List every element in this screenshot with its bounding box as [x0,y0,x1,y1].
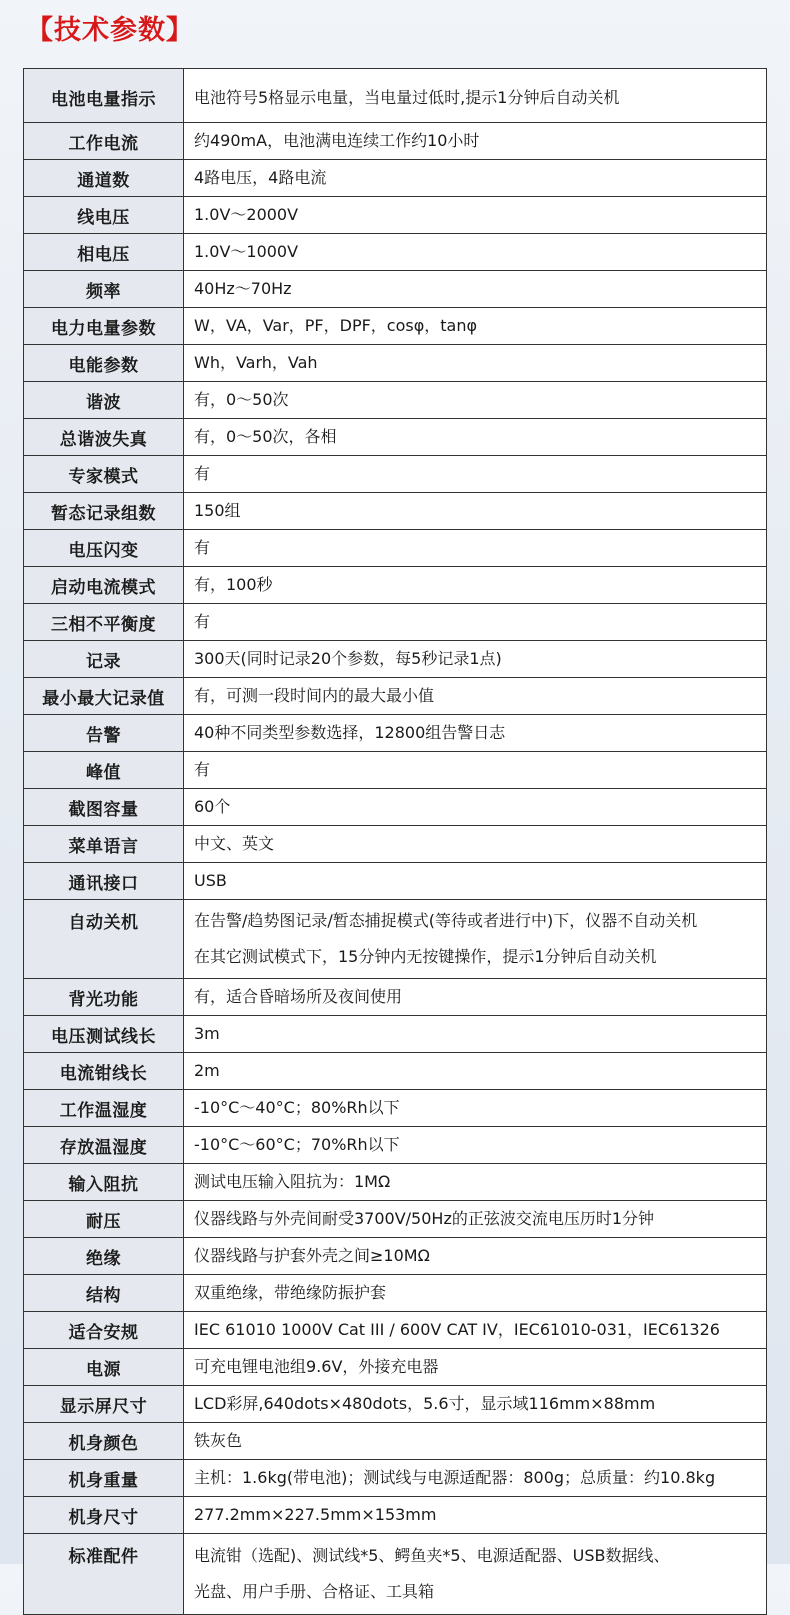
spec-row [24,69,767,123]
spec-value-line: -10°C～40°C；80%Rh以下 [194,1098,400,1117]
spec-row [24,493,767,530]
spec-value-line: 有，100秒 [194,575,273,594]
spec-value-line: 有，可测一段时间内的最大最小值 [194,686,435,705]
spec-value [184,863,767,900]
spec-value-line: 仪器线路与护套外壳之间≥10MΩ [194,1246,430,1265]
spec-label: 适合安规 [24,1312,184,1349]
spec-value-line: 有 [194,464,211,483]
spec-label: 电力电量参数 [24,308,184,345]
spec-label: 记录 [24,641,184,678]
spec-value-line: 仪器线路与外壳间耐受3700V/50Hz的正弦波交流电压历时1分钟 [194,1209,655,1228]
spec-row [24,1423,767,1460]
spec-row [24,1460,767,1497]
spec-value-line: 电流钳（选配)、测试线*5、鳄鱼夹*5、电源适配器、USB数据线、 [194,1546,670,1565]
spec-value [184,1275,767,1312]
spec-label: 暂态记录组数 [24,493,184,530]
spec-row [24,1201,767,1238]
spec-value-line: 有，适合昏暗场所及夜间使用 [194,987,403,1006]
spec-value [184,530,767,567]
spec-row [24,863,767,900]
spec-value-line: 中文、英文 [194,834,275,853]
spec-row [24,345,767,382]
spec-value [184,1386,767,1423]
spec-value [184,1053,767,1090]
spec-value [184,678,767,715]
spec-value-line: 在告警/趋势图记录/暂态捕捉模式(等待或者进行中)下，仪器不自动关机 [194,911,698,930]
spec-label: 通道数 [24,160,184,197]
spec-row [24,1497,767,1534]
spec-row [24,789,767,826]
spec-row [24,641,767,678]
spec-row [24,826,767,863]
spec-label: 显示屏尺寸 [24,1386,184,1423]
spec-value [184,1460,767,1497]
spec-label: 电池电量指示 [24,69,184,123]
spec-value [184,1127,767,1164]
spec-value [184,1201,767,1238]
spec-row [24,1312,767,1349]
spec-row [24,1386,767,1423]
spec-value-line: 有，0～50次，各相 [194,427,337,446]
spec-label: 电压闪变 [24,530,184,567]
spec-label: 标准配件 [24,1534,184,1615]
spec-value-line: USB [194,871,227,890]
spec-value-line: 60个 [194,797,231,816]
spec-row [24,1016,767,1053]
spec-value-line: 有 [194,612,211,631]
spec-value-line: 277.2mm×227.5mm×153mm [194,1505,437,1524]
spec-value [184,1164,767,1201]
spec-table-body [24,69,767,1615]
spec-row [24,1090,767,1127]
spec-row [24,678,767,715]
spec-value-line: 铁灰色 [194,1431,243,1450]
spec-value-line: 1.0V～1000V [194,242,299,261]
spec-value-line: 测试电压输入阻抗为：1MΩ [194,1172,391,1191]
spec-value-line: LCD彩屏,640dots×480dots，5.6寸，显示域116mm×88mm [194,1394,656,1413]
spec-row [24,123,767,160]
spec-label: 谐波 [24,382,184,419]
spec-value [184,419,767,456]
spec-row [24,234,767,271]
spec-row [24,419,767,456]
spec-value-line: 2m [194,1061,220,1080]
spec-row [24,271,767,308]
spec-value-line: 可充电锂电池组9.6V，外接充电器 [194,1357,439,1376]
spec-value-line: 在其它测试模式下，15分钟内无按键操作，提示1分钟后自动关机 [194,947,657,966]
spec-value [184,604,767,641]
spec-label: 结构 [24,1275,184,1312]
spec-value-line: 3m [194,1024,220,1043]
spec-value [184,789,767,826]
spec-label: 菜单语言 [24,826,184,863]
spec-value [184,69,767,123]
spec-value [184,271,767,308]
spec-value-line: 40种不同类型参数选择，12800组告警日志 [194,723,506,742]
spec-value-line: 主机：1.6kg(带电池)；测试线与电源适配器：800g；总质量：约10.8kg [194,1468,716,1487]
spec-value-line: 150组 [194,501,241,520]
spec-value [184,1349,767,1386]
spec-row [24,1349,767,1386]
spec-value [184,1497,767,1534]
spec-row [24,900,767,979]
spec-label: 工作电流 [24,123,184,160]
spec-label: 机身重量 [24,1460,184,1497]
spec-label: 启动电流模式 [24,567,184,604]
spec-value [184,1423,767,1460]
spec-label: 峰值 [24,752,184,789]
spec-row [24,1053,767,1090]
spec-value-line: -10°C～60°C；70%Rh以下 [194,1135,400,1154]
spec-value [184,1238,767,1275]
spec-value [184,456,767,493]
spec-value-line: 电池符号5格显示电量，当电量过低时,提示1分钟后自动关机 [194,87,620,107]
spec-label: 相电压 [24,234,184,271]
spec-value-line: 40Hz～70Hz [194,279,292,298]
spec-row [24,715,767,752]
spec-value-line: W，VA，Var，PF，DPF，cosφ，tanφ [194,316,478,335]
spec-row [24,1127,767,1164]
spec-value [184,493,767,530]
spec-row [24,456,767,493]
spec-value [184,197,767,234]
spec-table [23,68,767,1615]
spec-value [184,345,767,382]
spec-row [24,979,767,1016]
spec-row [24,1275,767,1312]
spec-value [184,1090,767,1127]
spec-row [24,530,767,567]
spec-row [24,1238,767,1275]
spec-value-line: IEC 61010 1000V Cat III / 600V CAT IV，IEC61010-031，IEC61326 [194,1320,720,1339]
spec-row [24,567,767,604]
spec-label: 电能参数 [24,345,184,382]
spec-row [24,197,767,234]
spec-label: 总谐波失真 [24,419,184,456]
spec-label: 电源 [24,1349,184,1386]
spec-label: 存放温湿度 [24,1127,184,1164]
spec-label: 背光功能 [24,979,184,1016]
spec-label: 三相不平衡度 [24,604,184,641]
spec-label: 输入阻抗 [24,1164,184,1201]
spec-value-line: 约490mA，电池满电连续工作约10小时 [194,131,480,150]
spec-value [184,567,767,604]
spec-row [24,1534,767,1615]
spec-value [184,1534,767,1615]
spec-value-line: 有 [194,538,211,557]
spec-label: 工作温湿度 [24,1090,184,1127]
spec-label: 截图容量 [24,789,184,826]
spec-label: 告警 [24,715,184,752]
spec-value [184,979,767,1016]
spec-value [184,308,767,345]
spec-row [24,752,767,789]
spec-value-line: 4路电压，4路电流 [194,168,327,187]
spec-value-line: 有 [194,760,211,779]
spec-value [184,752,767,789]
spec-label: 线电压 [24,197,184,234]
spec-label: 电压测试线长 [24,1016,184,1053]
spec-value-line: 1.0V～2000V [194,205,299,224]
spec-value-line: 有，0～50次 [194,390,289,409]
spec-label: 电流钳线长 [24,1053,184,1090]
spec-row [24,160,767,197]
spec-label: 最小最大记录值 [24,678,184,715]
spec-value [184,123,767,160]
section-title: 【技术参数】 [26,15,194,46]
spec-value [184,900,767,979]
spec-value [184,382,767,419]
spec-value [184,160,767,197]
spec-label: 机身尺寸 [24,1497,184,1534]
spec-value [184,1016,767,1053]
spec-row [24,382,767,419]
spec-value [184,1312,767,1349]
spec-row [24,604,767,641]
spec-value-line: Wh，Varh，Vah [194,353,318,372]
spec-value-line: 光盘、用户手册、合格证、工具箱 [194,1582,435,1601]
spec-row [24,1164,767,1201]
spec-value-line: 300天(同时记录20个参数，每5秒记录1点) [194,649,502,668]
spec-label: 专家模式 [24,456,184,493]
spec-label: 通讯接口 [24,863,184,900]
spec-label: 自动关机 [24,900,184,979]
spec-label: 绝缘 [24,1238,184,1275]
spec-value [184,641,767,678]
spec-value [184,826,767,863]
spec-label: 机身颜色 [24,1423,184,1460]
spec-label: 频率 [24,271,184,308]
spec-value [184,234,767,271]
spec-value [184,715,767,752]
spec-label: 耐压 [24,1201,184,1238]
spec-value-line: 双重绝缘，带绝缘防振护套 [194,1283,387,1302]
spec-row [24,308,767,345]
